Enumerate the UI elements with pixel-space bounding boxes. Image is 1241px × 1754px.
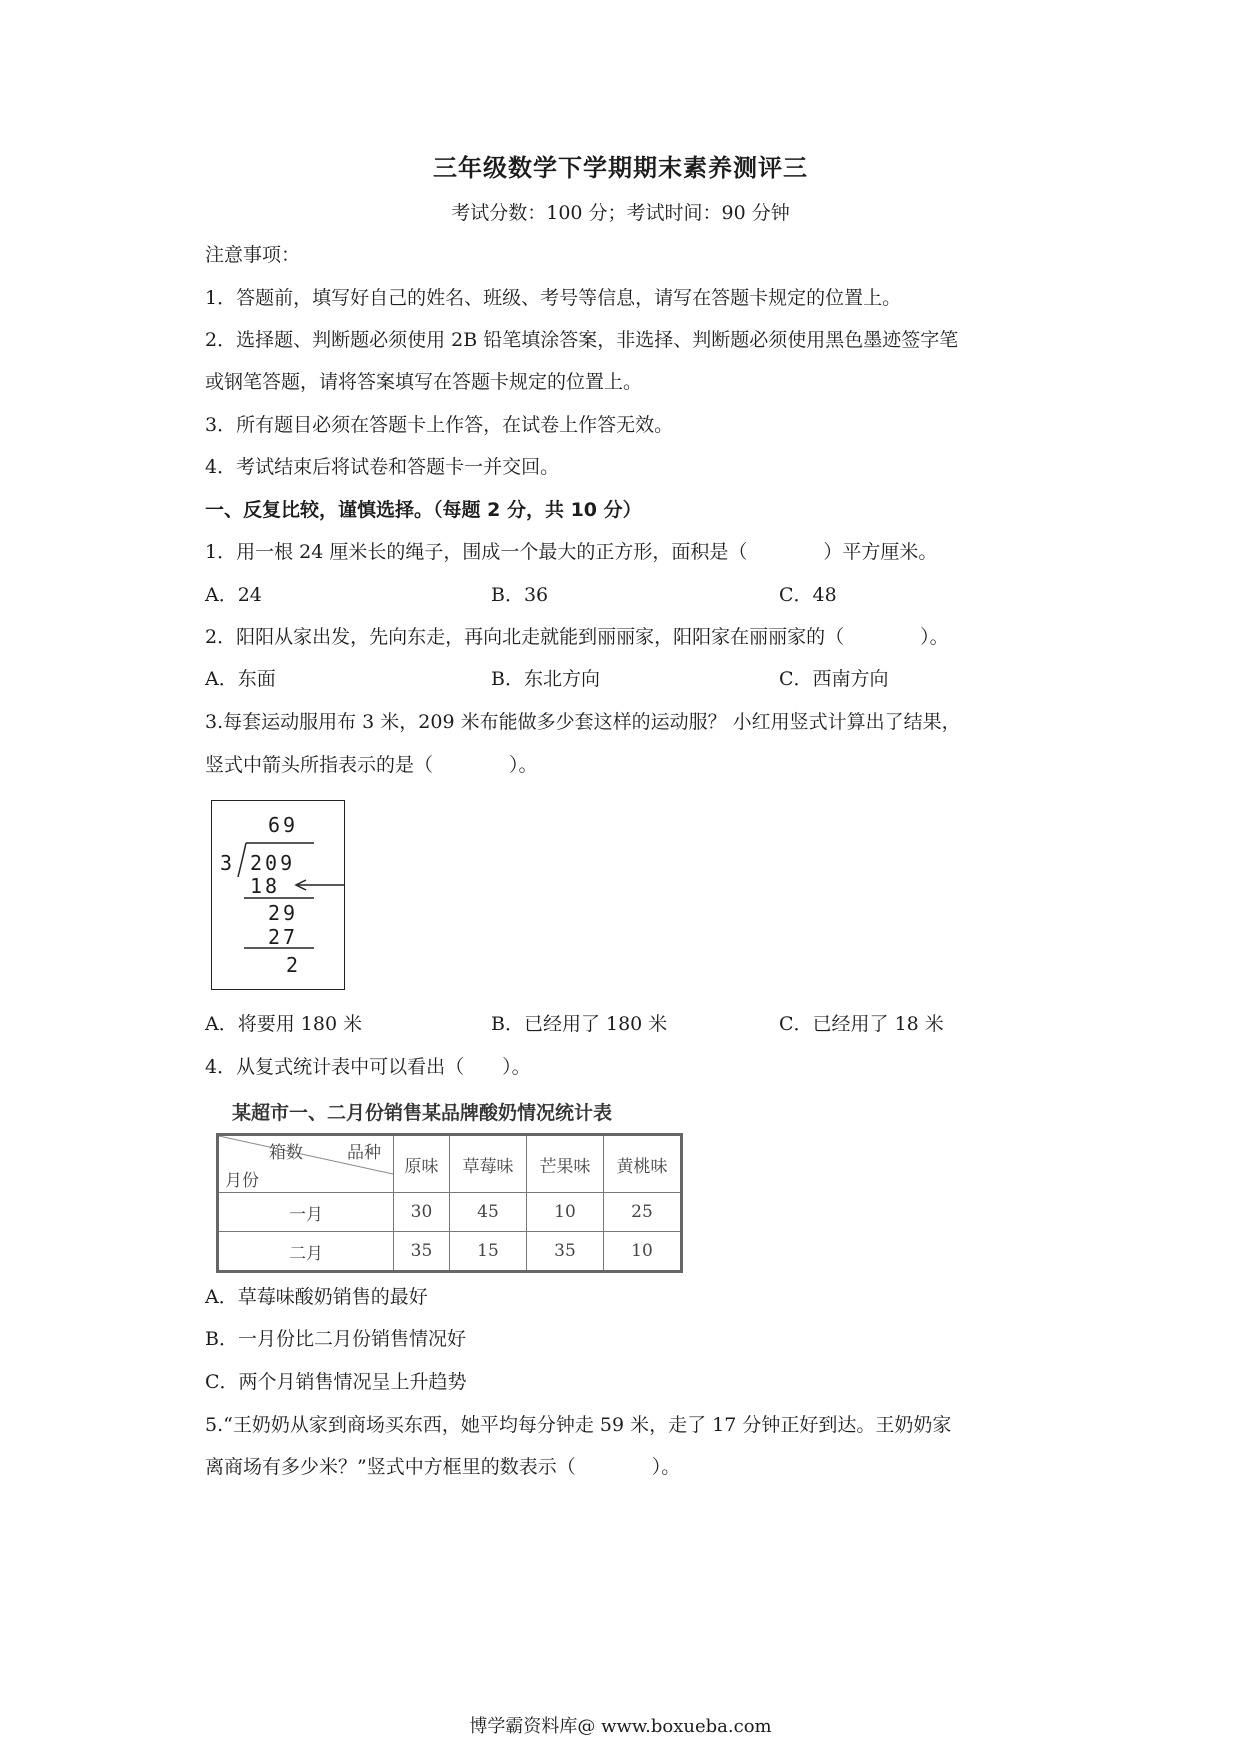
corner-label-bottom: 月份 xyxy=(225,1171,259,1191)
question-5-line1: 5.“王奶奶从家到商场买东西，她平均每分钟走 59 米，走了 17 分钟正好到达。王奶奶家 xyxy=(205,1414,952,1436)
table-row xyxy=(218,1193,682,1232)
division-divisor: 3 xyxy=(220,851,233,875)
q4-option-a: A．草莓味酸奶销售的最好 xyxy=(205,1286,428,1308)
column-header: 黄桃味 xyxy=(604,1135,682,1193)
question-4: 4．从复式统计表中可以看出（ ）。 xyxy=(205,1056,531,1078)
q3-option-b: B．已经用了 180 米 xyxy=(491,1013,668,1035)
q2-option-a: A．东面 xyxy=(205,668,276,690)
notes-heading: 注意事项： xyxy=(205,244,301,266)
long-division-figure xyxy=(211,800,345,990)
division-remainder-1: 29 xyxy=(268,901,299,925)
stats-table-title: 某超市一、二月份销售某品牌酸奶情况统计表 xyxy=(232,1102,613,1124)
table-cell: 15 xyxy=(450,1232,527,1272)
division-dividend: 209 xyxy=(250,851,296,875)
column-header: 草莓味 xyxy=(450,1135,527,1193)
note-2b: 或钢笔答题，请将答案填写在答题卡规定的位置上。 xyxy=(205,371,643,393)
question-3-line2: 竖式中箭头所指表示的是（ ）。 xyxy=(205,754,538,776)
corner-label-top: 箱数 xyxy=(269,1143,303,1163)
table-corner-cell xyxy=(218,1135,394,1193)
q3-option-a: A．将要用 180 米 xyxy=(205,1013,363,1035)
table-cell: 35 xyxy=(527,1232,604,1272)
stats-table xyxy=(216,1133,683,1273)
q2-option-b: B．东北方向 xyxy=(491,668,600,690)
page-title: 三年级数学下学期期末素养测评三 xyxy=(433,154,808,182)
row-label: 一月 xyxy=(218,1193,394,1232)
table-cell: 35 xyxy=(394,1232,450,1272)
question-3-line1: 3.每套运动服用布 3 米，209 米布能做多少套这样的运动服？ 小红用竖式计算出了结果， xyxy=(205,711,961,733)
column-header: 原味 xyxy=(394,1135,450,1193)
division-quotient: 69 xyxy=(268,813,299,837)
table-cell: 10 xyxy=(604,1232,682,1272)
q1-option-a: A．24 xyxy=(205,584,262,606)
note-2a: 2．选择题、判断题必须使用 2B 铅笔填涂答案，非选择、判断题必须使用黑色墨迹签字笔 xyxy=(205,329,959,351)
row-label: 二月 xyxy=(218,1232,394,1272)
note-1: 1．答题前，填写好自己的姓名、班级、考号等信息，请写在答题卡规定的位置上。 xyxy=(205,287,902,309)
table-cell: 10 xyxy=(527,1193,604,1232)
q1-option-b: B．36 xyxy=(491,584,549,606)
table-row xyxy=(218,1232,682,1272)
table-cell: 45 xyxy=(450,1193,527,1232)
question-5-line2: 离商场有多少米？”竖式中方框里的数表示（ ）。 xyxy=(205,1456,681,1478)
question-1: 1．用一根 24 厘米长的绳子，围成一个最大的正方形，面积是（ ）平方厘米。 xyxy=(205,541,938,563)
question-2: 2．阳阳从家出发，先向东走，再向北走就能到丽丽家，阳阳家在丽丽家的（ ）。 xyxy=(205,626,949,648)
division-step-1: 18 xyxy=(250,874,281,898)
division-lines xyxy=(212,801,344,989)
corner-label-right: 品种 xyxy=(347,1143,381,1163)
note-4: 4．考试结束后将试卷和答题卡一并交回。 xyxy=(205,456,560,478)
section-heading: 一、反复比较，谨慎选择。（每题 2 分，共 10 分） xyxy=(205,499,642,521)
q4-option-c: C．两个月销售情况呈上升趋势 xyxy=(205,1371,467,1393)
division-remainder-2: 2 xyxy=(286,953,302,977)
note-3: 3．所有题目必须在答题卡上作答，在试卷上作答无效。 xyxy=(205,414,674,436)
table-cell: 25 xyxy=(604,1193,682,1232)
q1-option-c: C．48 xyxy=(779,584,837,606)
exam-info: 考试分数：100 分；考试时间：90 分钟 xyxy=(451,202,790,224)
division-step-2: 27 xyxy=(268,925,299,949)
q3-option-c: C．已经用了 18 米 xyxy=(779,1013,944,1035)
column-header: 芒果味 xyxy=(527,1135,604,1193)
q2-option-c: C．西南方向 xyxy=(779,668,889,690)
page-footer: 博学霸资料库@ www.boxueba.com xyxy=(469,1716,772,1737)
table-cell: 30 xyxy=(394,1193,450,1232)
q4-option-b: B．一月份比二月份销售情况好 xyxy=(205,1328,466,1350)
